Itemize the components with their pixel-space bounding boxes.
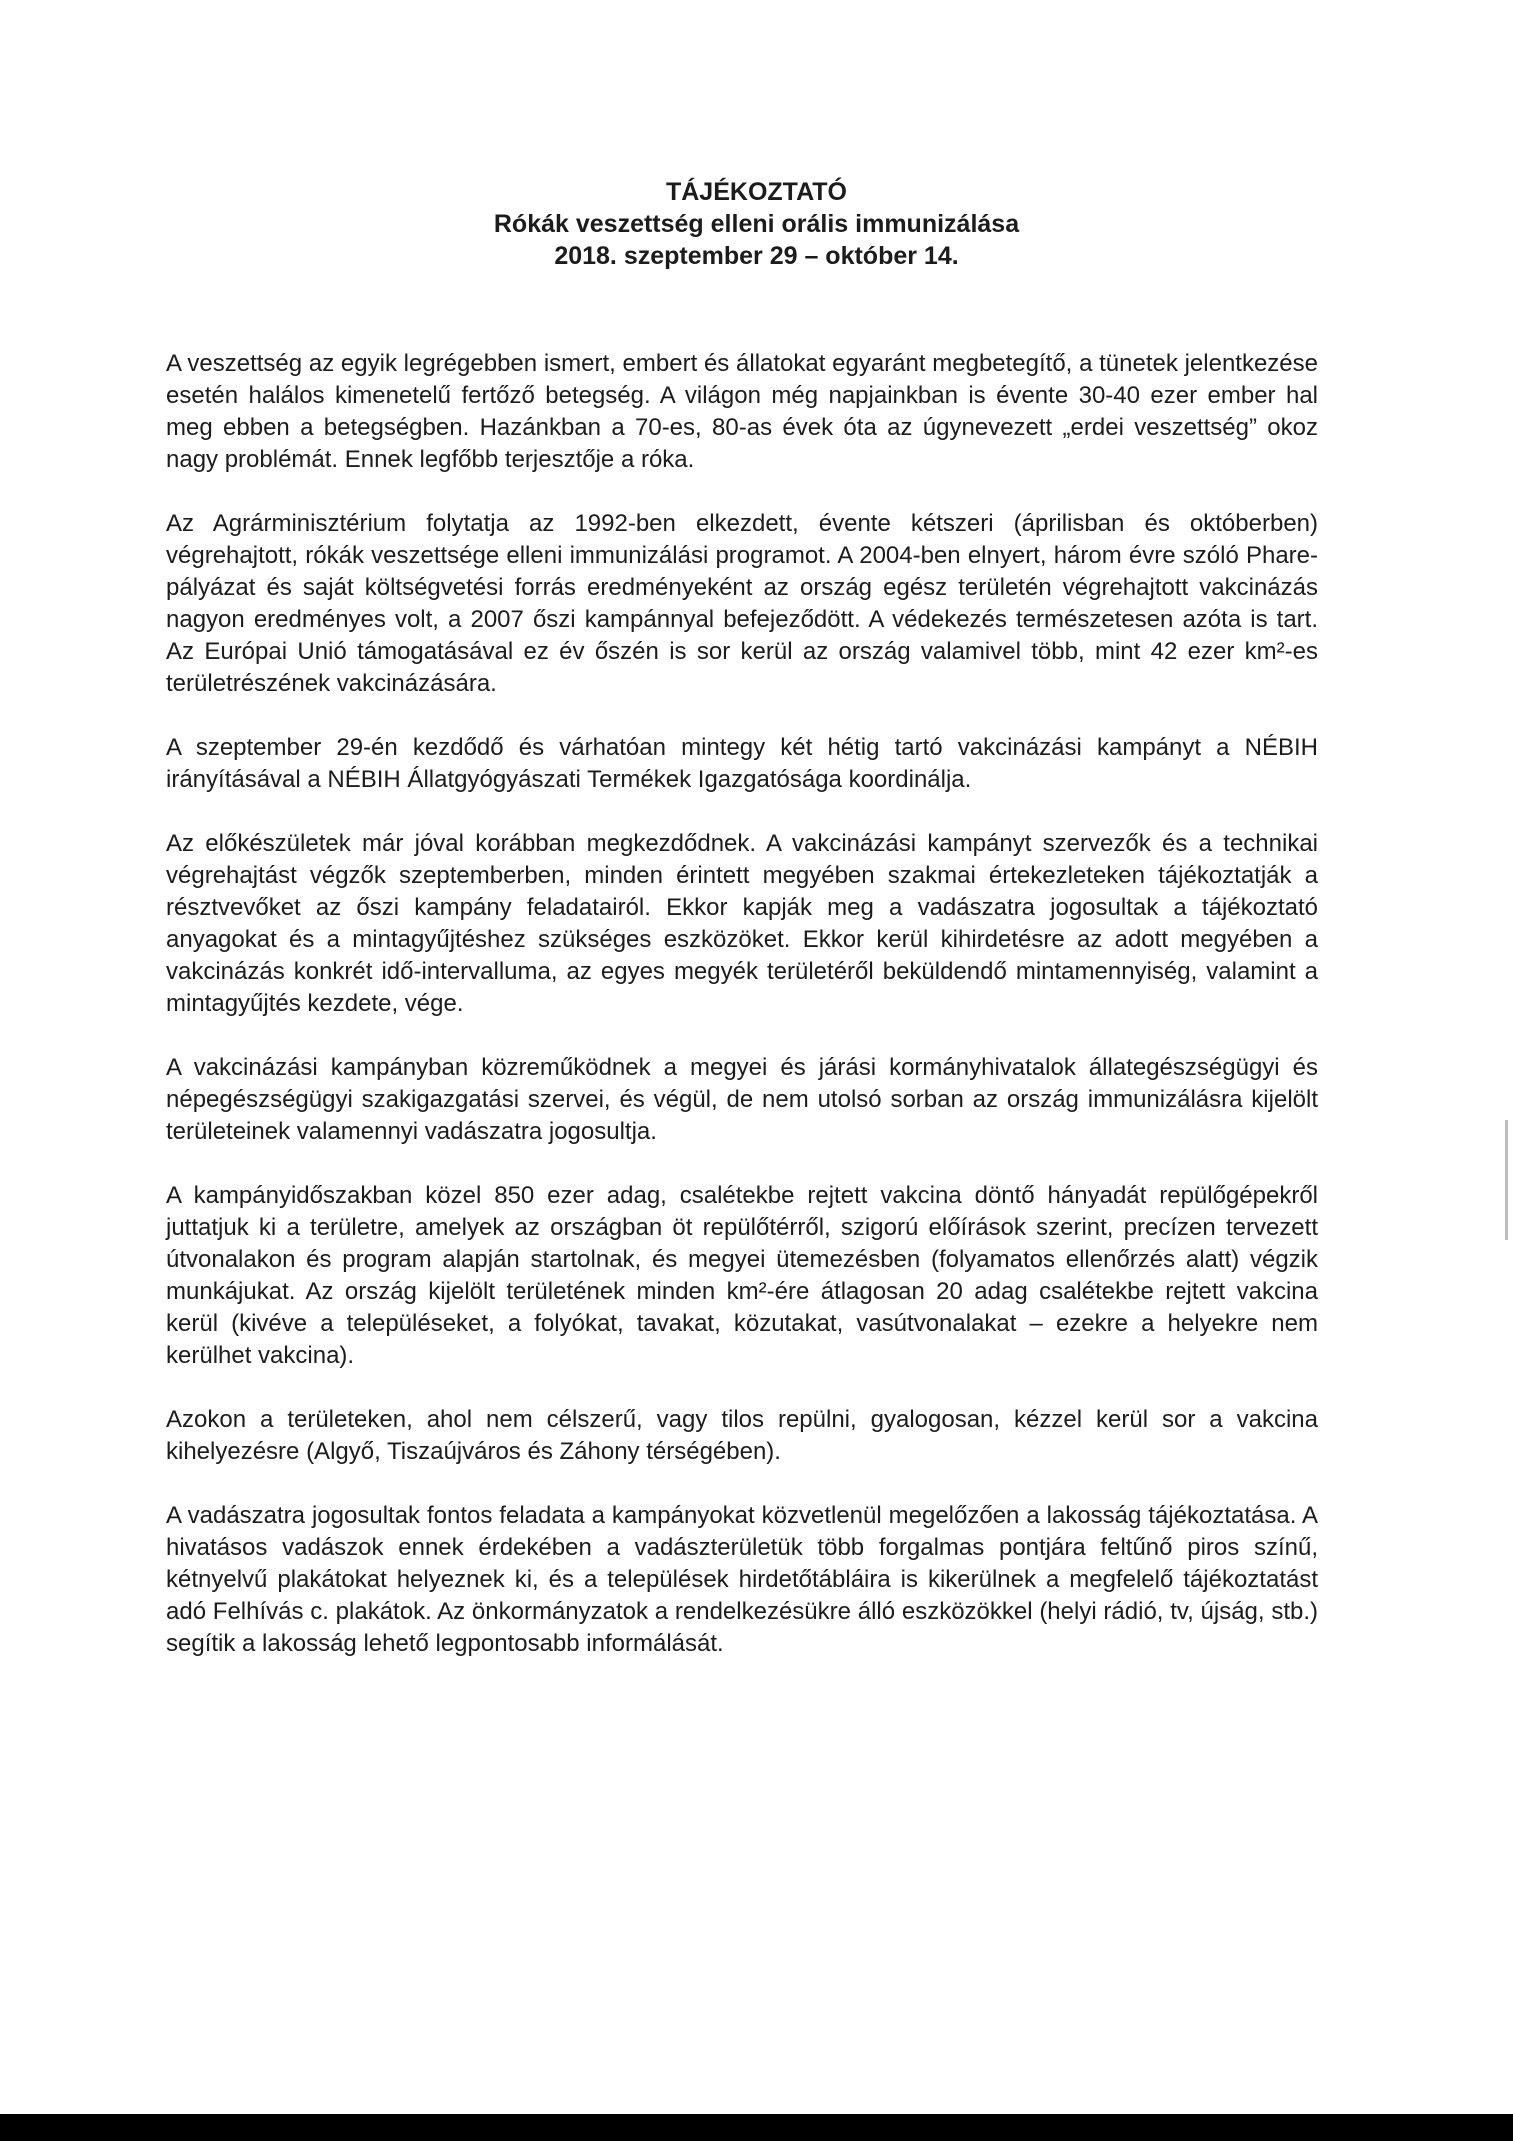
paragraph-public-information: A vadászatra jogosultak fontos feladata a kampányokat közvetlenül megelőzően a lakosság tájékoztatása. A hivatásos vadászok ennek érdekében a vadászterületük több forgalmas pontjára feltűnő piros színű, kétnyelvű plakátokat helyeznek ki, és a települések hirdetőtábláira is kikerülnek a megfelelő tájékoztatást adó Felhívás c. plakátok. Az önkormányzatok a rendelkezésükre álló eszközökkel (helyi rádió, tv, újság, stb.) segítik a lakosság lehető legpontosabb informálását. [166,1502,1318,1657]
document-heading [0,176,1513,272]
paragraph-rabies-intro: A veszettség az egyik legrégebben ismert, embert és állatokat egyaránt megbetegítő, a tünetek jelentkezése esetén halálos kimenetelű fertőző betegség. A világon még napjainkban is évente 30-40 ezer ember hal meg ebben a betegségben. Hazánkban a 70-es, 80-as évek óta az úgynevezett „erdei veszettség” okoz nagy problémát. Ennek legfőbb terjesztője a róka. [166,350,1318,473]
document-body [166,348,1318,1660]
paragraph-immunization-program: Az Agrárminisztérium folytatja az 1992-ben elkezdett, évente kétszeri (áprilisban és októberben) végrehajtott, rókák veszettsége elleni immunizálási programot. A 2004-ben elnyert, három évre szóló Phare-pályázat és saját költségvetési forrás eredményeként az ország egész területén végrehajtott vakcinázás nagyon eredményes volt, a 2007 őszi kampánnyal befejeződött. A védekezés természetesen azóta is tart. Az Európai Unió támogatásával ez év őszén is sor kerül az ország valamivel több, mint 42 ezer km²-es területrészének vakcinázására. [166,510,1318,697]
paragraph-aerial-distribution: A kampányidőszakban közel 850 ezer adag, csalétekbe rejtett vakcina döntő hányadát repülőgépekről juttatjuk ki a területre, amelyek az országban öt repülőtérről, szigorú előírások szerint, precízen tervezett útvonalakon és program alapján startolnak, és megyei ütemezésben (folyamatos ellenőrzés alatt) végzik munkájukat. Az ország kijelölt területének minden km²-ére átlagosan 20 adag csalétekbe rejtett vakcina kerül (kivéve a településeket, a folyókat, tavakat, közutakat, vasútvonalakat – ezekre a helyekre nem kerülhet vakcina). [166,1182,1318,1369]
paragraph-participants: A vakcinázási kampányban közreműködnek a megyei és járási kormányhivatalok állategészségügyi és népegészségügyi szakigazgatási szervei, és végül, de nem utolsó sorban az ország immunizálásra kijelölt területeinek valamennyi vadászatra jogosultja. [166,1054,1318,1145]
paragraph-manual-distribution: Azokon a területeken, ahol nem célszerű, vagy tilos repülni, gyalogosan, kézzel kerül sor a vakcina kihelyezésre (Algyő, Tiszaújváros és Záhony térségében). [166,1406,1318,1465]
scan-bottom-border [0,2114,1513,2141]
document-title: TÁJÉKOZTATÓ [665,178,847,206]
scan-edge-mark [1505,1120,1508,1240]
paragraph-preparations: Az előkészületek már jóval korábban megkezdődnek. A vakcinázási kampányt szervezők és a technikai végrehajtást végzők szeptemberben, minden érintett megyében szakmai értekezleteken tájékoztatják a résztvevőket az őszi kampány feladatairól. Ekkor kapják meg a vadászatra jogosultak a tájékoztató anyagokat és a mintagyűjtéshez szükséges eszközöket. Ekkor kerül kihirdetésre az adott megyében a vakcinázás konkrét idő-intervalluma, az egyes megyék területéről beküldendő mintamennyiség, valamint a mintagyűjtés kezdete, vége. [166,830,1318,1017]
campaign-date-range: 2018. szeptember 29 – október 14. [554,242,959,270]
paragraph-campaign-coordination: A szeptember 29-én kezdődő és várhatóan mintegy két hétig tartó vakcinázási kampányt a NÉBIH irányításával a NÉBIH Állatgyógyászati Termékek Igazgatósága koordinálja. [166,734,1318,793]
document-subtitle: Rókák veszettség elleni orális immunizálása [493,210,1020,238]
